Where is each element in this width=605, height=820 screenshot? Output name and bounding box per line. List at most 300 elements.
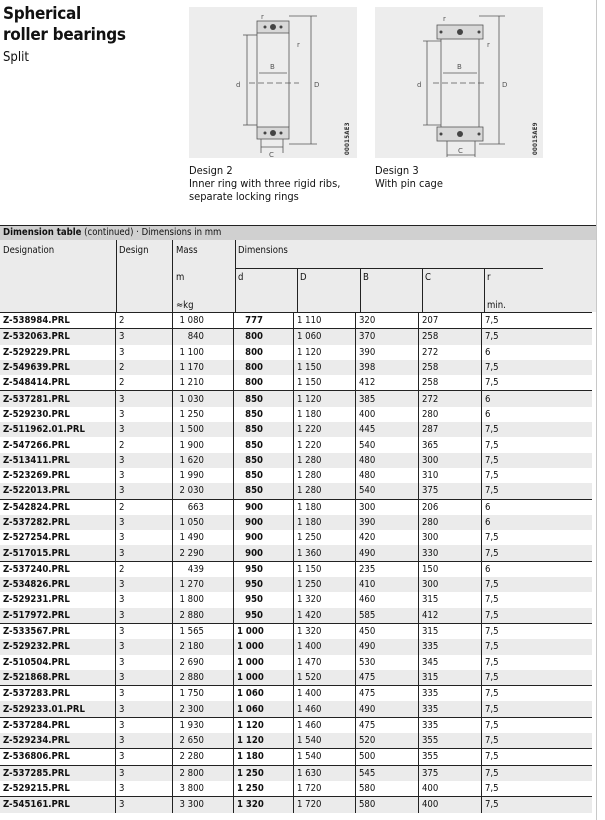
title-line-2: roller bearings bbox=[3, 25, 126, 45]
header-r-min: min. bbox=[487, 300, 506, 311]
cell-width-C: 400 bbox=[419, 781, 482, 797]
cell-mass-value: 1 490 bbox=[179, 532, 204, 544]
cell-mass bbox=[173, 530, 234, 545]
cell-designation: Z-545161.PRL bbox=[0, 797, 116, 813]
cell-width-C: 400 bbox=[419, 797, 482, 813]
cell-outer-D: 1 280 bbox=[294, 483, 356, 499]
cell-width-C: 355 bbox=[419, 749, 482, 765]
cell-chamfer-r: 7,5 bbox=[482, 530, 540, 545]
row-filler bbox=[539, 686, 592, 702]
cell-chamfer-r: 7,5 bbox=[482, 453, 540, 468]
cell-mass-value: 3 300 bbox=[179, 799, 204, 811]
cell-bore-d bbox=[234, 483, 294, 499]
row-filler bbox=[539, 608, 592, 624]
cell-mass bbox=[173, 453, 234, 468]
cell-width-B: 460 bbox=[356, 592, 419, 607]
cell-bore-d-value: 1 000 bbox=[237, 641, 264, 653]
cell-designation: Z-521868.PRL bbox=[0, 670, 116, 686]
page-margin-line bbox=[596, 0, 597, 820]
cell-mass-value: 663 bbox=[187, 501, 204, 513]
cell-outer-D: 1 150 bbox=[294, 375, 356, 391]
cell-width-B: 530 bbox=[356, 655, 419, 670]
cell-outer-D: 1 250 bbox=[294, 577, 356, 592]
label-B: B bbox=[270, 63, 275, 71]
cell-chamfer-r: 7,5 bbox=[482, 639, 540, 654]
cell-width-B: 390 bbox=[356, 515, 419, 530]
cell-outer-D: 1 150 bbox=[294, 360, 356, 375]
cell-mass-value: 1 170 bbox=[179, 362, 204, 374]
cell-design: 2 bbox=[116, 499, 173, 515]
cell-design: 3 bbox=[116, 781, 173, 797]
row-filler bbox=[539, 360, 592, 375]
table-row bbox=[0, 345, 592, 360]
cell-width-C: 300 bbox=[419, 453, 482, 468]
cell-width-B: 370 bbox=[356, 329, 419, 345]
cell-bore-d-value: 900 bbox=[245, 547, 263, 559]
cell-designation: Z-529232.PRL bbox=[0, 639, 116, 654]
cell-outer-D: 1 120 bbox=[294, 345, 356, 360]
cell-designation: Z-517972.PRL bbox=[0, 608, 116, 624]
cell-bore-d-value: 800 bbox=[245, 331, 263, 343]
row-filler bbox=[539, 483, 592, 499]
cell-mass-value: 2 800 bbox=[179, 767, 204, 779]
cell-width-B: 475 bbox=[356, 717, 419, 733]
cell-bore-d bbox=[234, 360, 294, 375]
cell-outer-D: 1 540 bbox=[294, 749, 356, 765]
cell-mass-value: 1 565 bbox=[179, 626, 204, 638]
cell-designation: Z-529229.PRL bbox=[3, 346, 70, 358]
table-row bbox=[0, 577, 592, 592]
row-filler bbox=[539, 375, 592, 391]
design-3-drawing bbox=[375, 7, 543, 158]
cell-bore-d-value: 777 bbox=[245, 315, 263, 327]
bearing-cross-section-icon bbox=[189, 7, 357, 158]
cell-width-B: 475 bbox=[356, 670, 419, 686]
cell-design: 3 bbox=[116, 639, 173, 654]
table-row bbox=[0, 391, 592, 407]
cell-width-B: 480 bbox=[356, 453, 419, 468]
cell-chamfer-r: 7,5 bbox=[482, 437, 540, 452]
cell-mass-value: 1 900 bbox=[179, 439, 204, 451]
page-title bbox=[3, 4, 126, 46]
design-2-drawing bbox=[189, 7, 357, 158]
row-filler bbox=[539, 561, 592, 577]
cell-bore-d bbox=[234, 797, 294, 813]
cell-designation: Z-522013.PRL bbox=[0, 483, 116, 499]
table-row bbox=[0, 686, 592, 702]
cell-chamfer-r: 7,5 bbox=[482, 749, 540, 765]
cell-bore-d bbox=[234, 623, 294, 639]
row-filler bbox=[539, 437, 592, 452]
table-row bbox=[0, 592, 592, 607]
cell-outer-D: 1 060 bbox=[294, 329, 356, 345]
cell-design: 3 bbox=[116, 483, 173, 499]
label-D: D bbox=[502, 81, 508, 89]
table-row bbox=[0, 468, 592, 483]
cell-chamfer-r: 6 bbox=[482, 499, 540, 515]
cell-width-B: 580 bbox=[356, 781, 419, 797]
cell-chamfer-r: 7,5 bbox=[482, 670, 540, 686]
cell-bore-d-value: 900 bbox=[245, 532, 263, 544]
table-row bbox=[0, 670, 592, 686]
cell-width-C: 280 bbox=[419, 515, 482, 530]
row-filler bbox=[539, 623, 592, 639]
bearing-cross-section-icon bbox=[375, 7, 543, 158]
cell-bore-d bbox=[234, 391, 294, 407]
table-row bbox=[0, 375, 592, 391]
figure-code: 00015AE9 bbox=[532, 122, 539, 155]
cell-mass-value: 2 180 bbox=[179, 641, 204, 653]
cell-mass bbox=[173, 639, 234, 654]
cell-chamfer-r: 7,5 bbox=[482, 701, 540, 717]
header-mass-unit: ≈kg bbox=[176, 300, 194, 311]
cell-mass bbox=[173, 749, 234, 765]
cell-chamfer-r: 7,5 bbox=[482, 468, 540, 483]
cell-mass-value: 1 100 bbox=[179, 346, 204, 358]
cell-width-B: 398 bbox=[356, 360, 419, 375]
cell-bore-d bbox=[234, 655, 294, 670]
cell-bore-d bbox=[234, 453, 294, 468]
cell-width-C: 375 bbox=[419, 483, 482, 499]
label-D: D bbox=[314, 81, 320, 89]
cell-width-B: 390 bbox=[356, 345, 419, 360]
cell-designation: Z-536806.PRL bbox=[0, 749, 116, 765]
cell-chamfer-r: 7,5 bbox=[482, 577, 540, 592]
cell-mass bbox=[173, 733, 234, 749]
caption-title: Design 3 bbox=[375, 164, 419, 177]
page-subtitle: Split bbox=[3, 50, 29, 65]
cell-design: 2 bbox=[116, 360, 173, 375]
row-filler bbox=[539, 749, 592, 765]
cell-mass bbox=[173, 499, 234, 515]
cell-width-C: 310 bbox=[419, 468, 482, 483]
header-mass: Mass bbox=[176, 245, 198, 256]
label-r-top: r bbox=[443, 15, 446, 23]
cell-chamfer-r: 6 bbox=[482, 391, 540, 407]
cell-design: 3 bbox=[116, 655, 173, 670]
cell-outer-D: 1 520 bbox=[294, 670, 356, 686]
cell-width-B: 410 bbox=[356, 577, 419, 592]
cell-mass-value: 1 210 bbox=[179, 377, 204, 389]
cell-mass bbox=[173, 407, 234, 422]
table-row bbox=[0, 329, 592, 345]
cell-design: 3 bbox=[116, 345, 173, 360]
table-row bbox=[0, 733, 592, 749]
cell-bore-d bbox=[234, 608, 294, 624]
cell-mass bbox=[173, 483, 234, 499]
header-d: d bbox=[238, 272, 244, 283]
cell-mass bbox=[173, 360, 234, 375]
cell-bore-d bbox=[234, 781, 294, 797]
cell-mass bbox=[173, 670, 234, 686]
cell-design: 3 bbox=[116, 515, 173, 530]
cell-width-C: 412 bbox=[419, 608, 482, 624]
row-filler bbox=[539, 407, 592, 422]
row-filler bbox=[539, 797, 592, 813]
cell-bore-d bbox=[234, 313, 294, 329]
cell-width-B: 385 bbox=[356, 391, 419, 407]
label-C: C bbox=[269, 151, 274, 158]
cell-bore-d-value: 1 120 bbox=[237, 719, 264, 731]
table-row bbox=[0, 639, 592, 654]
cell-bore-d-value: 850 bbox=[245, 485, 263, 497]
cell-bore-d-value: 1 000 bbox=[237, 671, 264, 683]
row-filler bbox=[539, 499, 592, 515]
cell-mass-value: 1 800 bbox=[179, 594, 204, 606]
cell-designation: Z-533567.PRL bbox=[0, 623, 116, 639]
header-mass-symbol: m bbox=[176, 272, 185, 283]
cell-width-B: 480 bbox=[356, 468, 419, 483]
cell-bore-d-value: 1 060 bbox=[237, 688, 264, 700]
cell-design: 2 bbox=[116, 375, 173, 391]
cell-width-C: 258 bbox=[419, 360, 482, 375]
cell-mass-value: 1 270 bbox=[179, 579, 204, 591]
cell-outer-D: 1 400 bbox=[294, 639, 356, 654]
cell-bore-d-value: 1 120 bbox=[237, 735, 264, 747]
cell-bore-d bbox=[234, 749, 294, 765]
cell-width-C: 300 bbox=[419, 530, 482, 545]
cell-design: 3 bbox=[116, 592, 173, 607]
cell-bore-d bbox=[234, 577, 294, 592]
cell-design: 3 bbox=[116, 329, 173, 345]
cell-mass bbox=[173, 623, 234, 639]
cell-mass-value: 1 990 bbox=[179, 470, 204, 482]
cell-mass bbox=[173, 375, 234, 391]
cell-bore-d-value: 1 250 bbox=[237, 767, 264, 779]
table-column-headers bbox=[0, 240, 596, 312]
cell-bore-d bbox=[234, 407, 294, 422]
cell-bore-d-value: 950 bbox=[245, 609, 263, 621]
cell-outer-D: 1 280 bbox=[294, 453, 356, 468]
label-d: d bbox=[236, 81, 241, 89]
cell-designation: Z-529231.PRL bbox=[3, 594, 70, 606]
table-row bbox=[0, 437, 592, 452]
cell-outer-D: 1 540 bbox=[294, 733, 356, 749]
cell-bore-d-value: 900 bbox=[245, 517, 263, 528]
cell-chamfer-r: 7,5 bbox=[482, 781, 540, 797]
cell-outer-D: 1 420 bbox=[294, 608, 356, 624]
row-filler bbox=[539, 515, 592, 530]
cell-bore-d bbox=[234, 329, 294, 345]
cell-design: 3 bbox=[116, 623, 173, 639]
row-filler bbox=[539, 313, 592, 329]
cell-designation: Z-527254.PRL bbox=[3, 532, 70, 544]
cell-width-C: 272 bbox=[419, 345, 482, 360]
cell-width-B: 420 bbox=[356, 530, 419, 545]
cell-mass-value: 1 750 bbox=[179, 688, 204, 700]
cell-mass bbox=[173, 422, 234, 437]
cell-outer-D: 1 630 bbox=[294, 765, 356, 781]
cell-design: 3 bbox=[116, 391, 173, 407]
table-row bbox=[0, 422, 592, 437]
cell-outer-D: 1 180 bbox=[294, 407, 356, 422]
cell-chamfer-r: 7,5 bbox=[482, 545, 540, 561]
cell-mass-value: 1 080 bbox=[179, 315, 204, 327]
cell-width-B: 445 bbox=[356, 422, 419, 437]
cell-bore-d bbox=[234, 499, 294, 515]
row-filler bbox=[539, 468, 592, 483]
row-filler bbox=[539, 592, 592, 607]
cell-outer-D: 1 460 bbox=[294, 701, 356, 717]
cell-width-B: 585 bbox=[356, 608, 419, 624]
cell-bore-d bbox=[234, 515, 294, 530]
table-row bbox=[0, 623, 592, 639]
row-filler bbox=[539, 391, 592, 407]
row-filler bbox=[539, 545, 592, 561]
cell-bore-d bbox=[234, 545, 294, 561]
cell-mass bbox=[173, 797, 234, 813]
cell-design: 3 bbox=[116, 701, 173, 717]
cell-designation: Z-537284.PRL bbox=[0, 717, 116, 733]
cell-width-C: 315 bbox=[419, 592, 482, 607]
cell-bore-d-value: 850 bbox=[245, 470, 263, 482]
cell-width-C: 375 bbox=[419, 765, 482, 781]
cell-bore-d bbox=[234, 701, 294, 717]
cell-width-B: 300 bbox=[356, 499, 419, 515]
cell-design: 3 bbox=[116, 686, 173, 702]
cell-designation: Z-534826.PRL bbox=[0, 577, 116, 592]
row-filler bbox=[539, 765, 592, 781]
cell-design: 3 bbox=[116, 765, 173, 781]
cell-bore-d bbox=[234, 686, 294, 702]
table-row bbox=[0, 360, 592, 375]
cell-mass-value: 2 880 bbox=[179, 609, 204, 621]
cell-mass-value: 1 030 bbox=[179, 393, 204, 405]
cell-width-B: 235 bbox=[356, 561, 419, 577]
table-row bbox=[0, 407, 592, 422]
caption-title: Design 2 bbox=[189, 164, 233, 177]
cell-designation: Z-537281.PRL bbox=[0, 391, 116, 407]
cell-width-B: 490 bbox=[356, 545, 419, 561]
row-filler bbox=[539, 781, 592, 797]
row-filler bbox=[539, 530, 592, 545]
caption-line: Inner ring with three rigid ribs, bbox=[189, 177, 341, 190]
cell-bore-d-value: 850 bbox=[245, 424, 263, 436]
cell-bore-d bbox=[234, 437, 294, 452]
cell-mass bbox=[173, 765, 234, 781]
cell-width-C: 335 bbox=[419, 686, 482, 702]
cell-chamfer-r: 7,5 bbox=[482, 686, 540, 702]
cell-chamfer-r: 6 bbox=[482, 561, 540, 577]
label-C: C bbox=[458, 147, 463, 155]
cell-chamfer-r: 7,5 bbox=[482, 360, 540, 375]
cell-width-C: 206 bbox=[419, 499, 482, 515]
cell-chamfer-r: 7,5 bbox=[482, 797, 540, 813]
table-row bbox=[0, 499, 592, 515]
cell-designation: Z-523269.PRL bbox=[3, 470, 70, 482]
cell-chamfer-r: 7,5 bbox=[482, 483, 540, 499]
cell-bore-d bbox=[234, 639, 294, 654]
cell-chamfer-r: 7,5 bbox=[482, 375, 540, 391]
cell-width-B: 412 bbox=[356, 375, 419, 391]
cell-designation: Z-529233.01.PRL bbox=[0, 701, 116, 717]
cell-mass-value: 2 650 bbox=[179, 735, 204, 747]
header-D-outer: D bbox=[300, 272, 307, 283]
header-design: Design bbox=[119, 245, 149, 256]
cell-mass bbox=[173, 545, 234, 561]
cell-width-C: 150 bbox=[419, 561, 482, 577]
header-C: C bbox=[425, 272, 431, 283]
caption-line: separate locking rings bbox=[189, 190, 299, 203]
table-title-bar bbox=[0, 225, 596, 240]
cell-width-B: 500 bbox=[356, 749, 419, 765]
cell-mass bbox=[173, 561, 234, 577]
cell-mass bbox=[173, 608, 234, 624]
table-row bbox=[0, 765, 592, 781]
cell-design: 3 bbox=[116, 797, 173, 813]
cell-outer-D: 1 460 bbox=[294, 717, 356, 733]
table-row bbox=[0, 655, 592, 670]
cell-width-C: 300 bbox=[419, 577, 482, 592]
cell-mass-value: 1 930 bbox=[179, 719, 204, 731]
cell-width-B: 520 bbox=[356, 733, 419, 749]
cell-designation: Z-537240.PRL bbox=[0, 561, 116, 577]
cell-bore-d-value: 800 bbox=[245, 346, 263, 358]
row-filler bbox=[539, 655, 592, 670]
cell-bore-d-value: 850 bbox=[245, 408, 263, 420]
title-line-1: Spherical bbox=[3, 4, 81, 24]
cell-outer-D: 1 320 bbox=[294, 623, 356, 639]
cell-chamfer-r: 7,5 bbox=[482, 765, 540, 781]
cell-chamfer-r: 7,5 bbox=[482, 717, 540, 733]
cell-mass-value: 1 250 bbox=[179, 408, 204, 420]
cell-mass-value: 2 690 bbox=[179, 656, 204, 668]
cell-designation: Z-529234.PRL bbox=[0, 733, 116, 749]
cell-width-B: 540 bbox=[356, 483, 419, 499]
table-row bbox=[0, 797, 592, 813]
cell-outer-D: 1 220 bbox=[294, 422, 356, 437]
cell-design: 3 bbox=[116, 422, 173, 437]
cell-designation: Z-529230.PRL bbox=[3, 408, 70, 420]
row-filler bbox=[539, 329, 592, 345]
cell-outer-D: 1 220 bbox=[294, 437, 356, 452]
cell-designation: Z-547266.PRL bbox=[3, 439, 70, 451]
cell-chamfer-r: 7,5 bbox=[482, 329, 540, 345]
cell-bore-d-value: 900 bbox=[245, 501, 263, 513]
cell-designation: Z-538984.PRL bbox=[0, 313, 116, 329]
table-row bbox=[0, 608, 592, 624]
table-title: Dimension table bbox=[3, 227, 82, 238]
cell-design: 3 bbox=[116, 733, 173, 749]
cell-mass-value: 1 050 bbox=[179, 517, 204, 528]
cell-mass bbox=[173, 701, 234, 717]
cell-design: 3 bbox=[116, 670, 173, 686]
row-filler bbox=[539, 701, 592, 717]
cell-mass bbox=[173, 781, 234, 797]
cell-design: 3 bbox=[116, 407, 173, 422]
cell-chamfer-r: 7,5 bbox=[482, 313, 540, 329]
cell-mass bbox=[173, 468, 234, 483]
cell-mass bbox=[173, 437, 234, 452]
cell-width-C: 272 bbox=[419, 391, 482, 407]
cell-width-C: 335 bbox=[419, 639, 482, 654]
cell-designation: Z-549639.PRL bbox=[0, 360, 116, 375]
cell-width-C: 345 bbox=[419, 655, 482, 670]
cell-bore-d-value: 1 180 bbox=[237, 751, 264, 763]
cell-outer-D: 1 120 bbox=[294, 391, 356, 407]
cell-bore-d-value: 850 bbox=[245, 393, 263, 405]
cell-designation: Z-542824.PRL bbox=[0, 499, 116, 515]
cell-width-C: 207 bbox=[419, 313, 482, 329]
cell-designation: Z-532063.PRL bbox=[0, 329, 116, 345]
cell-designation: Z-517015.PRL bbox=[0, 545, 116, 561]
table-row bbox=[0, 781, 592, 797]
cell-width-B: 475 bbox=[356, 686, 419, 702]
cell-design: 2 bbox=[116, 437, 173, 452]
cell-width-C: 355 bbox=[419, 733, 482, 749]
cell-mass bbox=[173, 345, 234, 360]
cell-bore-d bbox=[234, 422, 294, 437]
